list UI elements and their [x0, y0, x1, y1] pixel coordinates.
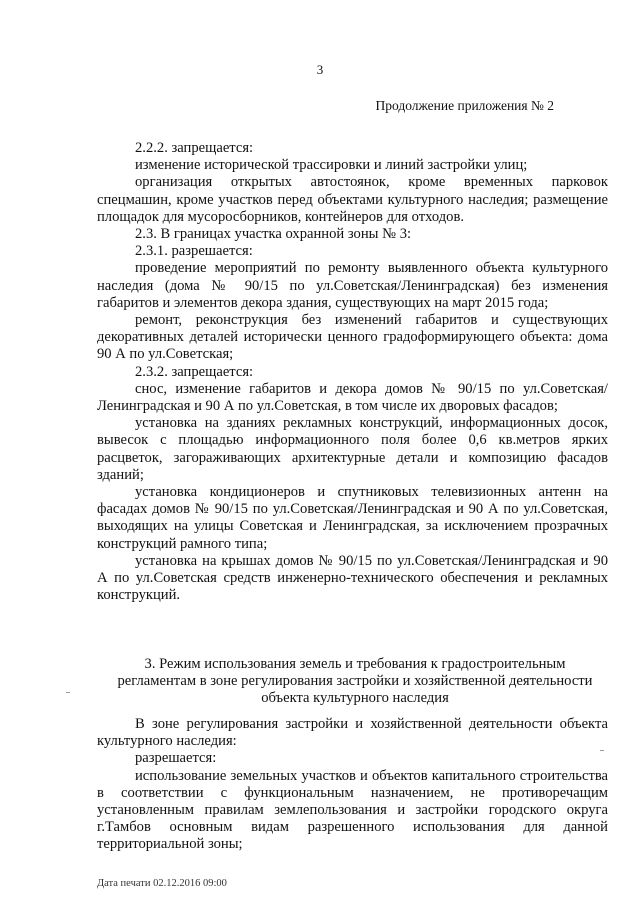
scan-mark	[600, 750, 604, 751]
paragraph: 2.3.1. разрешается:	[135, 243, 253, 260]
header-note: Продолжение приложения № 2	[375, 98, 554, 113]
paragraph: установка на зданиях рекламных конструкций, информационных досок, вывесок с площадью информационного поля более 0,6 кв.метров ярких расцветок, загораживающих архитектурные детали и композицию фасадов зданий;	[97, 415, 608, 483]
paragraph: разрешается:	[135, 750, 217, 767]
paragraph: В зоне регулирования застройки и хозяйственной деятельности объекта культурного наследия:	[97, 716, 608, 750]
paragraph: снос, изменение габаритов и декора домов № 90/15 по ул.Советская/Ленинградская и 90 А по ул.Советская, в том числе их дворовых фасадов;	[97, 380, 608, 415]
paragraph: организация открытых автостоянок, кроме временных парковок спецмашин, кроме участков перед объектами культурного наследия; размещение площадок для мусоросборников, контейнеров для отходов.	[97, 174, 608, 225]
paragraph: 2.3.2. запрещается:	[135, 363, 254, 380]
page-number: 3	[316, 62, 324, 77]
scan-mark	[66, 692, 70, 693]
paragraph: установка кондиционеров и спутниковых телевизионных антенн на фасадах домов № 90/15 по ул.Советская/Ленинградская и 90 А по ул.Советская, выходящих на улицы Советская и Ленинградская, за исключением прозрачных конструкций рамного типа;	[97, 484, 608, 552]
paragraph: изменение исторической трассировки и линий застройки улиц;	[135, 157, 528, 174]
body-text	[97, 140, 608, 604]
footer-print-date: Дата печати 02.12.2016 09:00	[97, 878, 227, 889]
paragraph: 2.3. В границах участка охранной зоны № 3:	[135, 226, 412, 243]
paragraph: использование земельных участков и объектов капитального строительства в соответствии с функциональным назначением, не противоречащим установленным правилам землепользования и застройки городского округа г.Тамбов основным видам разрешенного использования для данной территориальной зоны;	[97, 767, 608, 853]
paragraph: ремонт, реконструкция без изменений габаритов и существующих декоративных деталей исторически ценного градоформирующего объекта: дома 90 А по ул.Советская;	[97, 312, 608, 363]
paragraph: 2.2.2. запрещается:	[135, 140, 254, 156]
paragraph: установка на крышах домов № 90/15 по ул.Советская/Ленинградская и 90 А по ул.Советская средств инженерно-технического обеспечения и рекламных конструкций.	[97, 552, 608, 604]
section-title: 3. Режим использования земель и требования к градостроительным регламентам в зоне регулирования застройки и хозяйственной деятельности объекта культурного наследия	[117, 656, 593, 706]
body-text-2	[97, 716, 608, 854]
paragraph: проведение мероприятий по ремонту выявленного объекта культурного наследия (дома № 90/15 по ул.Советская/Ленинградская) без изменения габаритов и элементов декора здания, существующих на март 2015 года;	[97, 260, 608, 311]
